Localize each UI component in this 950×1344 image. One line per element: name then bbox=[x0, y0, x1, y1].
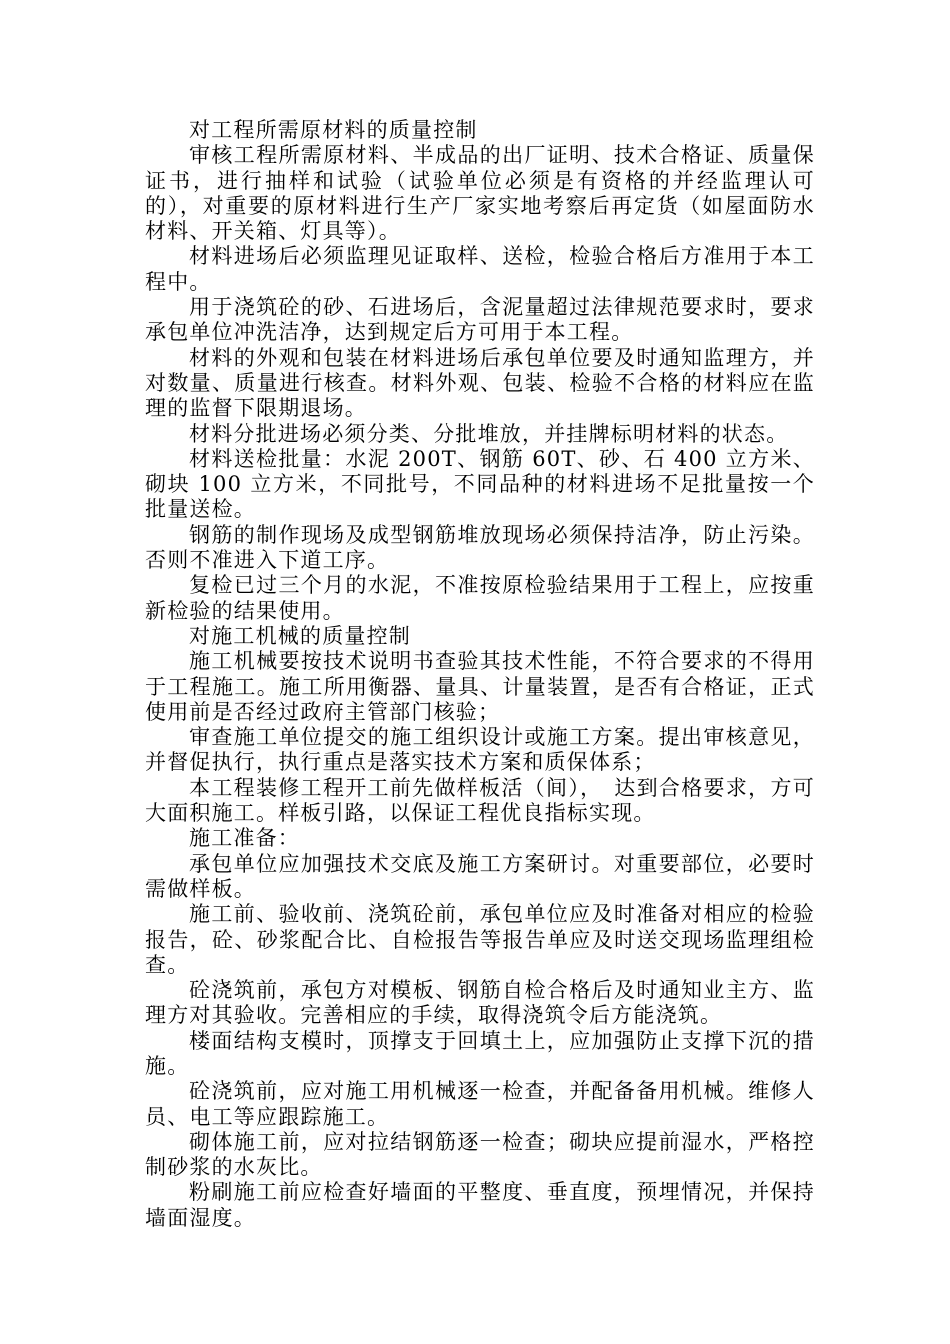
paragraph-sand-stone-washing: 用于浇筑砼的砂、石进场后，含泥量超过法律规范要求时，要求承包单位冲洗洁净，达到规定后方可用于本工程。 bbox=[145, 295, 815, 345]
paragraph-construction-plan-review: 审查施工单位提交的施工组织设计或施工方案。提出审核意见，并督促执行，执行重点是落实技术方案和质保体系； bbox=[145, 725, 815, 775]
document-body bbox=[145, 118, 815, 1231]
heading-construction-preparation: 施工准备： bbox=[189, 826, 300, 851]
paragraph-batch-storage: 材料分批进场必须分类、分批堆放，并挂牌标明材料的状态。 bbox=[189, 421, 789, 446]
paragraph-cement-retest: 复检已过三个月的水泥，不准按原检验结果用于工程上，应按重新检验的结果使用。 bbox=[145, 573, 815, 623]
paragraph-sample-room: 本工程装修工程开工前先做样板活（间）， 达到合格要求，方可大面积施工。样板引路，以保证工程优良指标实现。 bbox=[145, 775, 815, 826]
paragraph-witness-sampling: 材料进场后必须监理见证取样、送检，检验合格后方准用于本工程中。 bbox=[145, 244, 815, 294]
paragraph-pre-pour-acceptance: 砼浇筑前，承包方对模板、钢筋自检合格后及时通知业主方、监理方对其验收。完善相应的手续，取得浇筑令后方能浇筑。 bbox=[145, 978, 815, 1028]
paragraph-formwork-support: 楼面结构支模时，顶撑支于回填土上，应加强防止支撑下沉的措施。 bbox=[145, 1028, 815, 1078]
paragraph-plastering-preparation: 粉刷施工前应检查好墙面的平整度、垂直度，预埋情况，并保持墙面湿度。 bbox=[145, 1180, 815, 1230]
paragraph-machinery-check: 砼浇筑前，应对施工用机械逐一检查，并配备备用机械。维修人员、电工等应跟踪施工。 bbox=[145, 1079, 815, 1129]
paragraph-material-certificates: 审核工程所需原材料、半成品的出厂证明、技术合格证、质量保证书，进行抽样和试验（试验单位必须是有资格的并经监理认可的），对重要的原材料进行生产厂家实地考察后再定货（如屋面防水材料、开关箱、灯具等）。 bbox=[145, 143, 815, 244]
paragraph-technical-briefing: 承包单位应加强技术交底及施工方案研讨。对重要部位，必要时需做样板。 bbox=[145, 851, 815, 901]
paragraph-inspection-reports: 施工前、验收前、浇筑砼前，承包单位应及时准备对相应的检验报告，砼、砂浆配合比、自检报告等报告单应及时送交现场监理组检查。 bbox=[145, 902, 815, 977]
paragraph-masonry-preparation: 砌体施工前，应对拉结钢筋逐一检查；砌块应提前湿水，严格控制砂浆的水灰比。 bbox=[145, 1129, 815, 1180]
paragraph-machinery-inspection: 施工机械要按技术说明书查验其技术性能，不符合要求的不得用于工程施工。施工所用衡器、量具、计量装置，是否有合格证，正式使用前是否经过政府主管部门核验； bbox=[145, 649, 815, 724]
paragraph-appearance-packaging: 材料的外观和包装在材料进场后承包单位要及时通知监理方，并对数量、质量进行核查。材料外观、包装、检验不合格的材料应在监理的监督下限期退场。 bbox=[145, 345, 815, 421]
heading-raw-material-control: 对工程所需原材料的质量控制 bbox=[189, 118, 478, 142]
paragraph-rebar-site-clean: 钢筋的制作现场及成型钢筋堆放现场必须保持洁净，防止污染。否则不准进入下道工序。 bbox=[145, 522, 815, 573]
heading-machinery-control: 对施工机械的质量控制 bbox=[189, 623, 411, 648]
paragraph-inspection-batch-size: 材料送检批量：水泥 200T、钢筋 60T、砂、石 400 立方米、砌块 100 立方米，不同批号，不同品种的材料进场不足批量按一个批量送检。 bbox=[145, 446, 815, 522]
